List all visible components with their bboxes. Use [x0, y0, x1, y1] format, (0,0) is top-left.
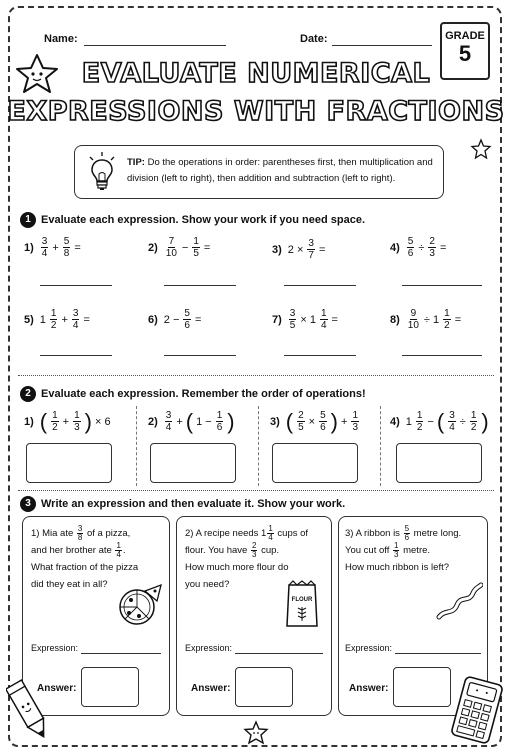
expression-label-1: Expression: — [31, 643, 79, 653]
tip-text — [127, 155, 437, 187]
pencil-icon — [6, 676, 54, 746]
tip-body: Do the operations in order: parentheses first, then multiplication and division (left to right), then addition and subtraction (left to right). — [127, 157, 433, 184]
s2-answer-box-4[interactable] — [396, 443, 482, 483]
s2-answer-box-2[interactable] — [150, 443, 236, 483]
section1-number: 1 — [20, 212, 36, 228]
section1-title: Evaluate each expression. Show your work if you need space. — [41, 213, 366, 226]
s1-problem-1: 1) $\frac{3}{4}$ + $\frac{5}{8}$ = — [24, 236, 81, 259]
grade-value: 5 — [458, 41, 472, 66]
section2-title: Evaluate each expression. Remember the order of operations! — [41, 387, 366, 400]
s1-answer-line-7[interactable] — [284, 355, 356, 356]
expression-line-1[interactable] — [81, 653, 161, 654]
answer-box-3[interactable] — [393, 667, 451, 707]
page-title-line1: EVALUATE NUMERICAL — [81, 58, 431, 89]
name-field[interactable] — [84, 45, 226, 46]
section3-title: Write an expression and then evaluate it. Show your work. — [41, 497, 346, 510]
column-divider — [136, 406, 137, 486]
pizza-icon — [115, 581, 163, 627]
tip-box — [74, 145, 444, 199]
section3-number: 3 — [20, 496, 36, 512]
divider — [18, 375, 494, 376]
tip-label: TIP: — [127, 157, 145, 168]
page-title-line2: EXPRESSIONS WITH FRACTIONS — [7, 96, 505, 127]
word-problem-card-2 — [176, 516, 332, 716]
s2-answer-box-3[interactable] — [272, 443, 358, 483]
bottom-star-icon — [243, 720, 269, 746]
s1-answer-line-2[interactable] — [164, 285, 236, 286]
name-label: Name: — [44, 33, 78, 45]
date-label: Date: — [300, 33, 328, 45]
s2-problem-3: 3) ( $\frac{2}{5}$ × $\frac{5}{6}$ ) + $\frac{1}{3}$ — [270, 408, 358, 434]
s1-problem-6: 6) 2 − $\frac{5}{6}$ = — [148, 308, 202, 331]
expression-line-3[interactable] — [395, 653, 481, 654]
expression-label-3: Expression: — [345, 643, 393, 653]
expression-line-2[interactable] — [235, 653, 323, 654]
s1-answer-line-6[interactable] — [164, 355, 236, 356]
s2-answer-box-1[interactable] — [26, 443, 112, 483]
grade-label: GRADE — [445, 30, 485, 42]
word-problem-3-text: 3) A ribbon is $\frac{5}{6}$ metre long. You cut off $\frac{1}{3}$ metre. How much ribbon is left? — [345, 524, 462, 574]
flour-bag-label: FLOUR — [291, 597, 313, 603]
expression-label-2: Expression: — [185, 643, 233, 653]
ribbon-icon — [435, 581, 483, 621]
s2-problem-1: 1) ( $\frac{1}{2}$ + $\frac{1}{3}$ ) × 6 — [24, 408, 111, 434]
lightbulb-icon — [87, 151, 117, 193]
word-problem-2-text: 2) A recipe needs 1 $\frac{1}{4}$ cups of flour. You have $\frac{2}{3}$ cup. How much more flour do you need? — [185, 524, 309, 591]
section2-number: 2 — [20, 386, 36, 402]
s1-answer-line-1[interactable] — [40, 285, 112, 286]
s1-answer-line-8[interactable] — [402, 355, 482, 356]
section3-heading — [20, 496, 345, 512]
date-field[interactable] — [332, 45, 432, 46]
s1-problem-7: 7) $\frac{3}{5}$ × 1 $\frac{1}{4}$ = — [272, 308, 338, 331]
column-divider — [258, 406, 259, 486]
answer-box-1[interactable] — [81, 667, 139, 707]
s2-problem-4: 4) 1 $\frac{1}{2}$ − ( $\frac{3}{4}$ ÷ $\frac{1}{2}$ ) — [390, 408, 489, 434]
answer-label-3: Answer: — [349, 683, 389, 694]
section2-heading — [20, 386, 366, 402]
s1-answer-line-5[interactable] — [40, 355, 112, 356]
s1-problem-5: 5) 1 $\frac{1}{2}$ + $\frac{3}{4}$ = — [24, 308, 90, 331]
s2-problem-2: 2) $\frac{3}{4}$ + ( 1 − $\frac{1}{6}$ ) — [148, 408, 235, 434]
s1-answer-line-3[interactable] — [284, 285, 356, 286]
flour-bag-icon — [283, 579, 321, 629]
small-star-icon — [470, 138, 492, 160]
answer-label-1: Answer: — [37, 683, 77, 694]
s1-problem-8: 8) $\frac{9}{10}$ ÷ 1 $\frac{1}{2}$ = — [390, 308, 462, 331]
s1-answer-line-4[interactable] — [402, 285, 482, 286]
column-divider — [380, 406, 381, 486]
s1-problem-3: 3) 2 × $\frac{3}{7}$ = — [272, 238, 326, 261]
s1-problem-2: 2) $\frac{7}{10}$ − $\frac{1}{5}$ = — [148, 236, 211, 259]
word-problem-1-text: 1) Mia ate $\frac{3}{8}$ of a pizza, and her brother ate $\frac{1}{4}$ . What fraction of the pizza did they eat in all? — [31, 524, 139, 591]
divider — [18, 490, 494, 491]
answer-label-2: Answer: — [191, 683, 231, 694]
calculator-icon — [450, 674, 504, 746]
answer-box-2[interactable] — [235, 667, 293, 707]
section1-heading — [20, 212, 365, 228]
s1-problem-4: 4) $\frac{5}{6}$ ÷ $\frac{2}{3}$ = — [390, 236, 447, 259]
